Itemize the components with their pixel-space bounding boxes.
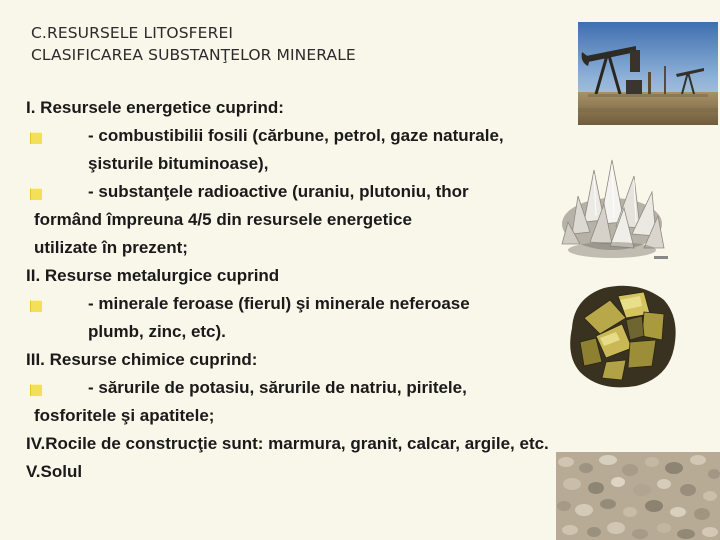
heading-metallurgical: II. Resurse metalurgice cuprind	[26, 266, 280, 285]
bullet-icon	[30, 188, 42, 200]
list-item-fossil-fuels: - combustibilii fosili (cărbune, petrol, gaze naturale,	[88, 126, 504, 145]
bullet-icon	[30, 132, 42, 144]
list-item-ferrous: - minerale feroase (fierul) şi minerale neferoase	[88, 294, 470, 313]
heading-construction-rocks: IV.Rocile de construcţie sunt: marmura, granit, calcar, argile, etc.	[26, 434, 549, 453]
list-item-salts: - sărurile de potasiu, sărurile de natriu, piritele,	[88, 378, 467, 397]
heading-chemical: III. Resurse chimice cuprind:	[26, 350, 258, 369]
quartz-crystal-photo	[554, 152, 670, 262]
pyrite-mineral-photo	[560, 278, 681, 392]
title-line-2: CLASIFICAREA SUBSTANŢELOR MINERALE	[31, 46, 356, 64]
heading-soil: V.Solul	[26, 462, 83, 481]
text-phosphorites: fosforitele şi apatitele;	[34, 406, 215, 425]
list-item-fossil-fuels-cont: şisturile bituminoase),	[88, 154, 269, 173]
heading-energy-resources: I. Resursele energetice cuprind:	[26, 98, 284, 117]
list-item-ferrous-cont: plumb, zinc, etc).	[88, 322, 226, 341]
list-item-radioactive: - substanţele radioactive (uraniu, plutoniu, thor	[88, 182, 469, 201]
text-energy-share-cont: utilizate în prezent;	[34, 238, 188, 257]
slide-title	[31, 22, 356, 66]
bullet-icon	[30, 384, 42, 396]
oil-pump-jacks-photo	[578, 22, 718, 125]
gravel-stones-photo	[556, 452, 720, 540]
bullet-icon	[30, 300, 42, 312]
title-line-1: C.RESURSELE LITOSFEREI	[31, 24, 234, 42]
text-energy-share: formând împreuna 4/5 din resursele energetice	[34, 210, 412, 229]
